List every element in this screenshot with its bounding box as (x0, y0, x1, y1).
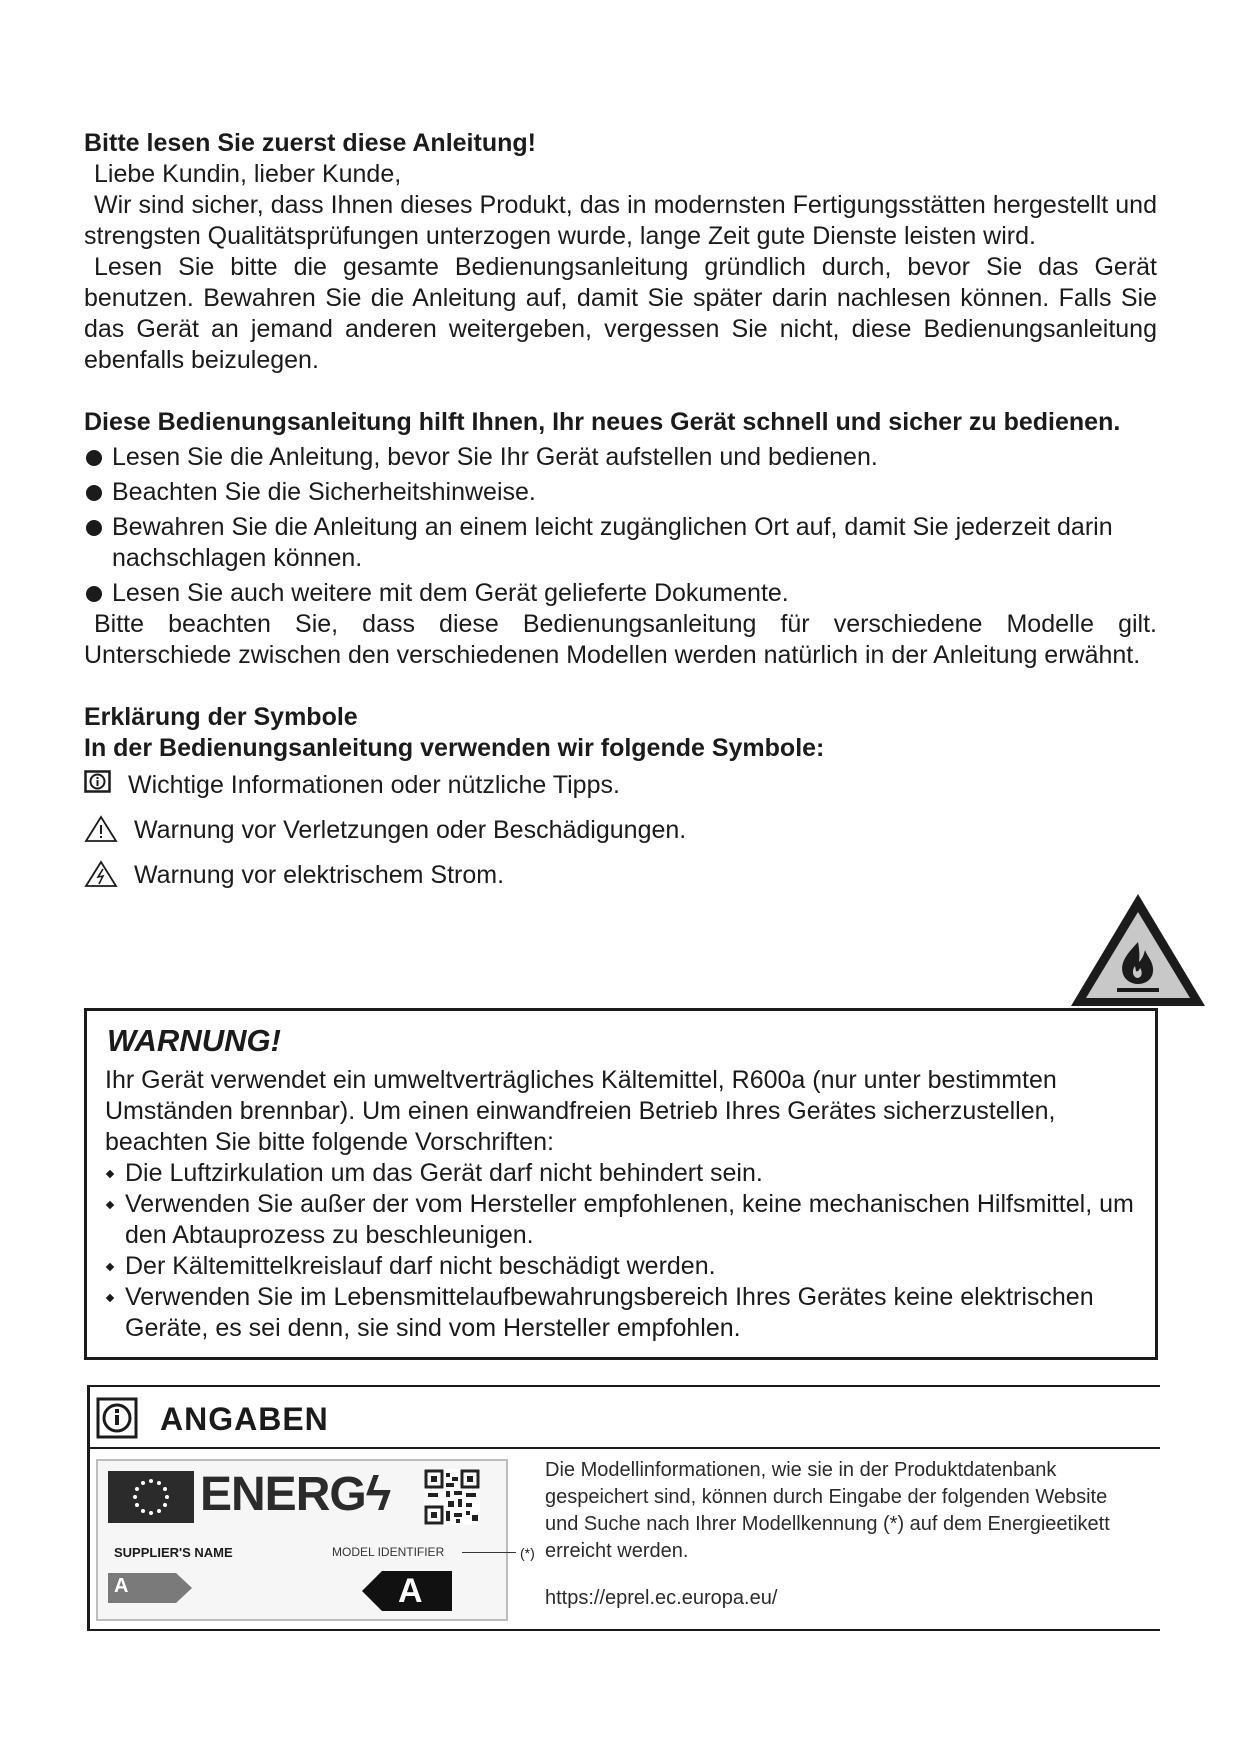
lightning-icon: ϟ (365, 1468, 391, 1521)
arrow-line (462, 1552, 516, 1553)
flammable-warning-icon (1069, 892, 1207, 1015)
list-item: Die Luftzirkulation um das Gerät darf nicht behindert sein. (105, 1158, 1137, 1189)
supplier-name-label: SUPPLIER'S NAME (114, 1545, 233, 1560)
bullet-icon (86, 520, 102, 536)
symbol-row-info: Wichtige Informationen oder nützliche Tipps. (84, 770, 1157, 815)
list-item: Verwenden Sie außer der vom Hersteller empfohlenen, keine mechanischen Hilfsmittel, um den Abtauprozess zu beschleunigen. (105, 1189, 1137, 1251)
diamond-bullet-icon (106, 1201, 114, 1209)
warning-list (105, 1158, 1137, 1344)
help-heading: Diese Bedienungsanleitung hilft Ihnen, Ihr neues Gerät schnell und sicher zu bedienen. (84, 408, 1121, 436)
energy-label-title: ENERGϟ (200, 1468, 391, 1521)
intro-paragraph-2: Lesen Sie bitte die gesamte Bedienungsanleitung gründlich durch, bevor Sie das Gerät benutzen. Bewahren Sie die Anleitung auf, damit Sie später darin nachlesen können. Falls Sie das Gerät an jemand anderen weitergeben, vergessen Sie nicht, diese Bedienungsanleitung ebenfalls beizulegen. (84, 253, 1157, 374)
greeting: Liebe Kundin, lieber Kunde, (94, 160, 402, 188)
electric-warning-icon (84, 860, 118, 896)
bullet-icon (86, 485, 102, 501)
list-item: Der Kältemittelkreislauf darf nicht beschädigt werden. (105, 1251, 1137, 1282)
diamond-bullet-icon (106, 1263, 114, 1271)
symbol-row-warning: Warnung vor Verletzungen oder Beschädigungen. (84, 815, 1157, 860)
qr-code-icon (424, 1469, 480, 1530)
list-item: Beachten Sie die Sicherheitshinweise. (84, 477, 1157, 508)
warning-title: WARNUNG! (107, 1023, 281, 1058)
symbol-row-electric: Warnung vor elektrischem Strom. (84, 860, 1157, 905)
eprel-link[interactable]: https://eprel.ec.europa.eu/ (545, 1587, 778, 1609)
models-note: Bitte beachten Sie, dass diese Bedienungsanleitung für verschiedene Modelle gilt. Unterschiede zwischen den verschiedenen Modellen werden natürlich in der Anleitung erwähnt. (84, 610, 1157, 669)
product-database-info: Die Modellinformationen, wie sie in der Produktdatenbank gespeichert sind, können durch Eingabe der folgenden Website und Suche nach Ihrer Modellkennung (*) auf dem Energieetikett erreicht werden. (545, 1459, 1110, 1562)
angaben-header (90, 1387, 1160, 1449)
document-body (84, 128, 1157, 905)
list-item: Bewahren Sie die Anleitung an einem leicht zugänglichen Ort auf, damit Sie jederzeit darin nachschlagen können. (84, 512, 1157, 574)
list-item: Lesen Sie die Anleitung, bevor Sie Ihr Gerät aufstellen und bedienen. (84, 442, 1157, 473)
intro-heading: Bitte lesen Sie zuerst diese Anleitung! (84, 129, 536, 157)
symbols-heading: Erklärung der Symbole (84, 703, 358, 731)
energy-class-small: A (114, 1575, 129, 1597)
list-item: Verwenden Sie im Lebensmittelaufbewahrungsbereich Ihres Gerätes keine elektrischen Geräte, es sei denn, sie sind vom Hersteller empfohlen. (105, 1282, 1137, 1344)
model-reference-marker: (*) (520, 1545, 535, 1561)
refrigerant-warning-box (84, 1008, 1158, 1360)
bullet-icon (86, 450, 102, 466)
diamond-bullet-icon (106, 1294, 114, 1302)
diamond-bullet-icon (106, 1170, 114, 1178)
list-item: Lesen Sie auch weitere mit dem Gerät gelieferte Dokumente. (84, 578, 1157, 609)
info-icon (96, 1397, 138, 1444)
intro-paragraph-1: Wir sind sicher, dass Ihnen dieses Produkt, das in modernsten Fertigungsstätten hergestellt und strengsten Qualitätsprüfungen unterzogen wurde, lange Zeit gute Dienste leisten wird. (84, 191, 1157, 250)
angaben-title: ANGABEN (160, 1401, 329, 1437)
info-icon (84, 770, 114, 804)
symbols-subheading: In der Bedienungsanleitung verwenden wir folgende Symbole: (84, 734, 825, 762)
warning-icon (84, 815, 118, 851)
energy-class-big: A (398, 1572, 423, 1610)
model-identifier-label: MODEL IDENTIFIER (332, 1545, 445, 1559)
warning-intro: Ihr Gerät verwendet ein umweltverträgliches Kältemittel, R600a (nur unter bestimmten Umständen brennbar). Um einen einwandfreien Betrieb Ihres Gerätes sicherzustellen, beachten Sie bitte folgende Vorschriften: (105, 1066, 1057, 1156)
help-bullet-list (84, 442, 1157, 609)
energy-label-illustration (96, 1459, 535, 1621)
eu-flag-icon (108, 1471, 194, 1523)
bullet-icon (86, 586, 102, 602)
product-information-panel (87, 1385, 1160, 1631)
